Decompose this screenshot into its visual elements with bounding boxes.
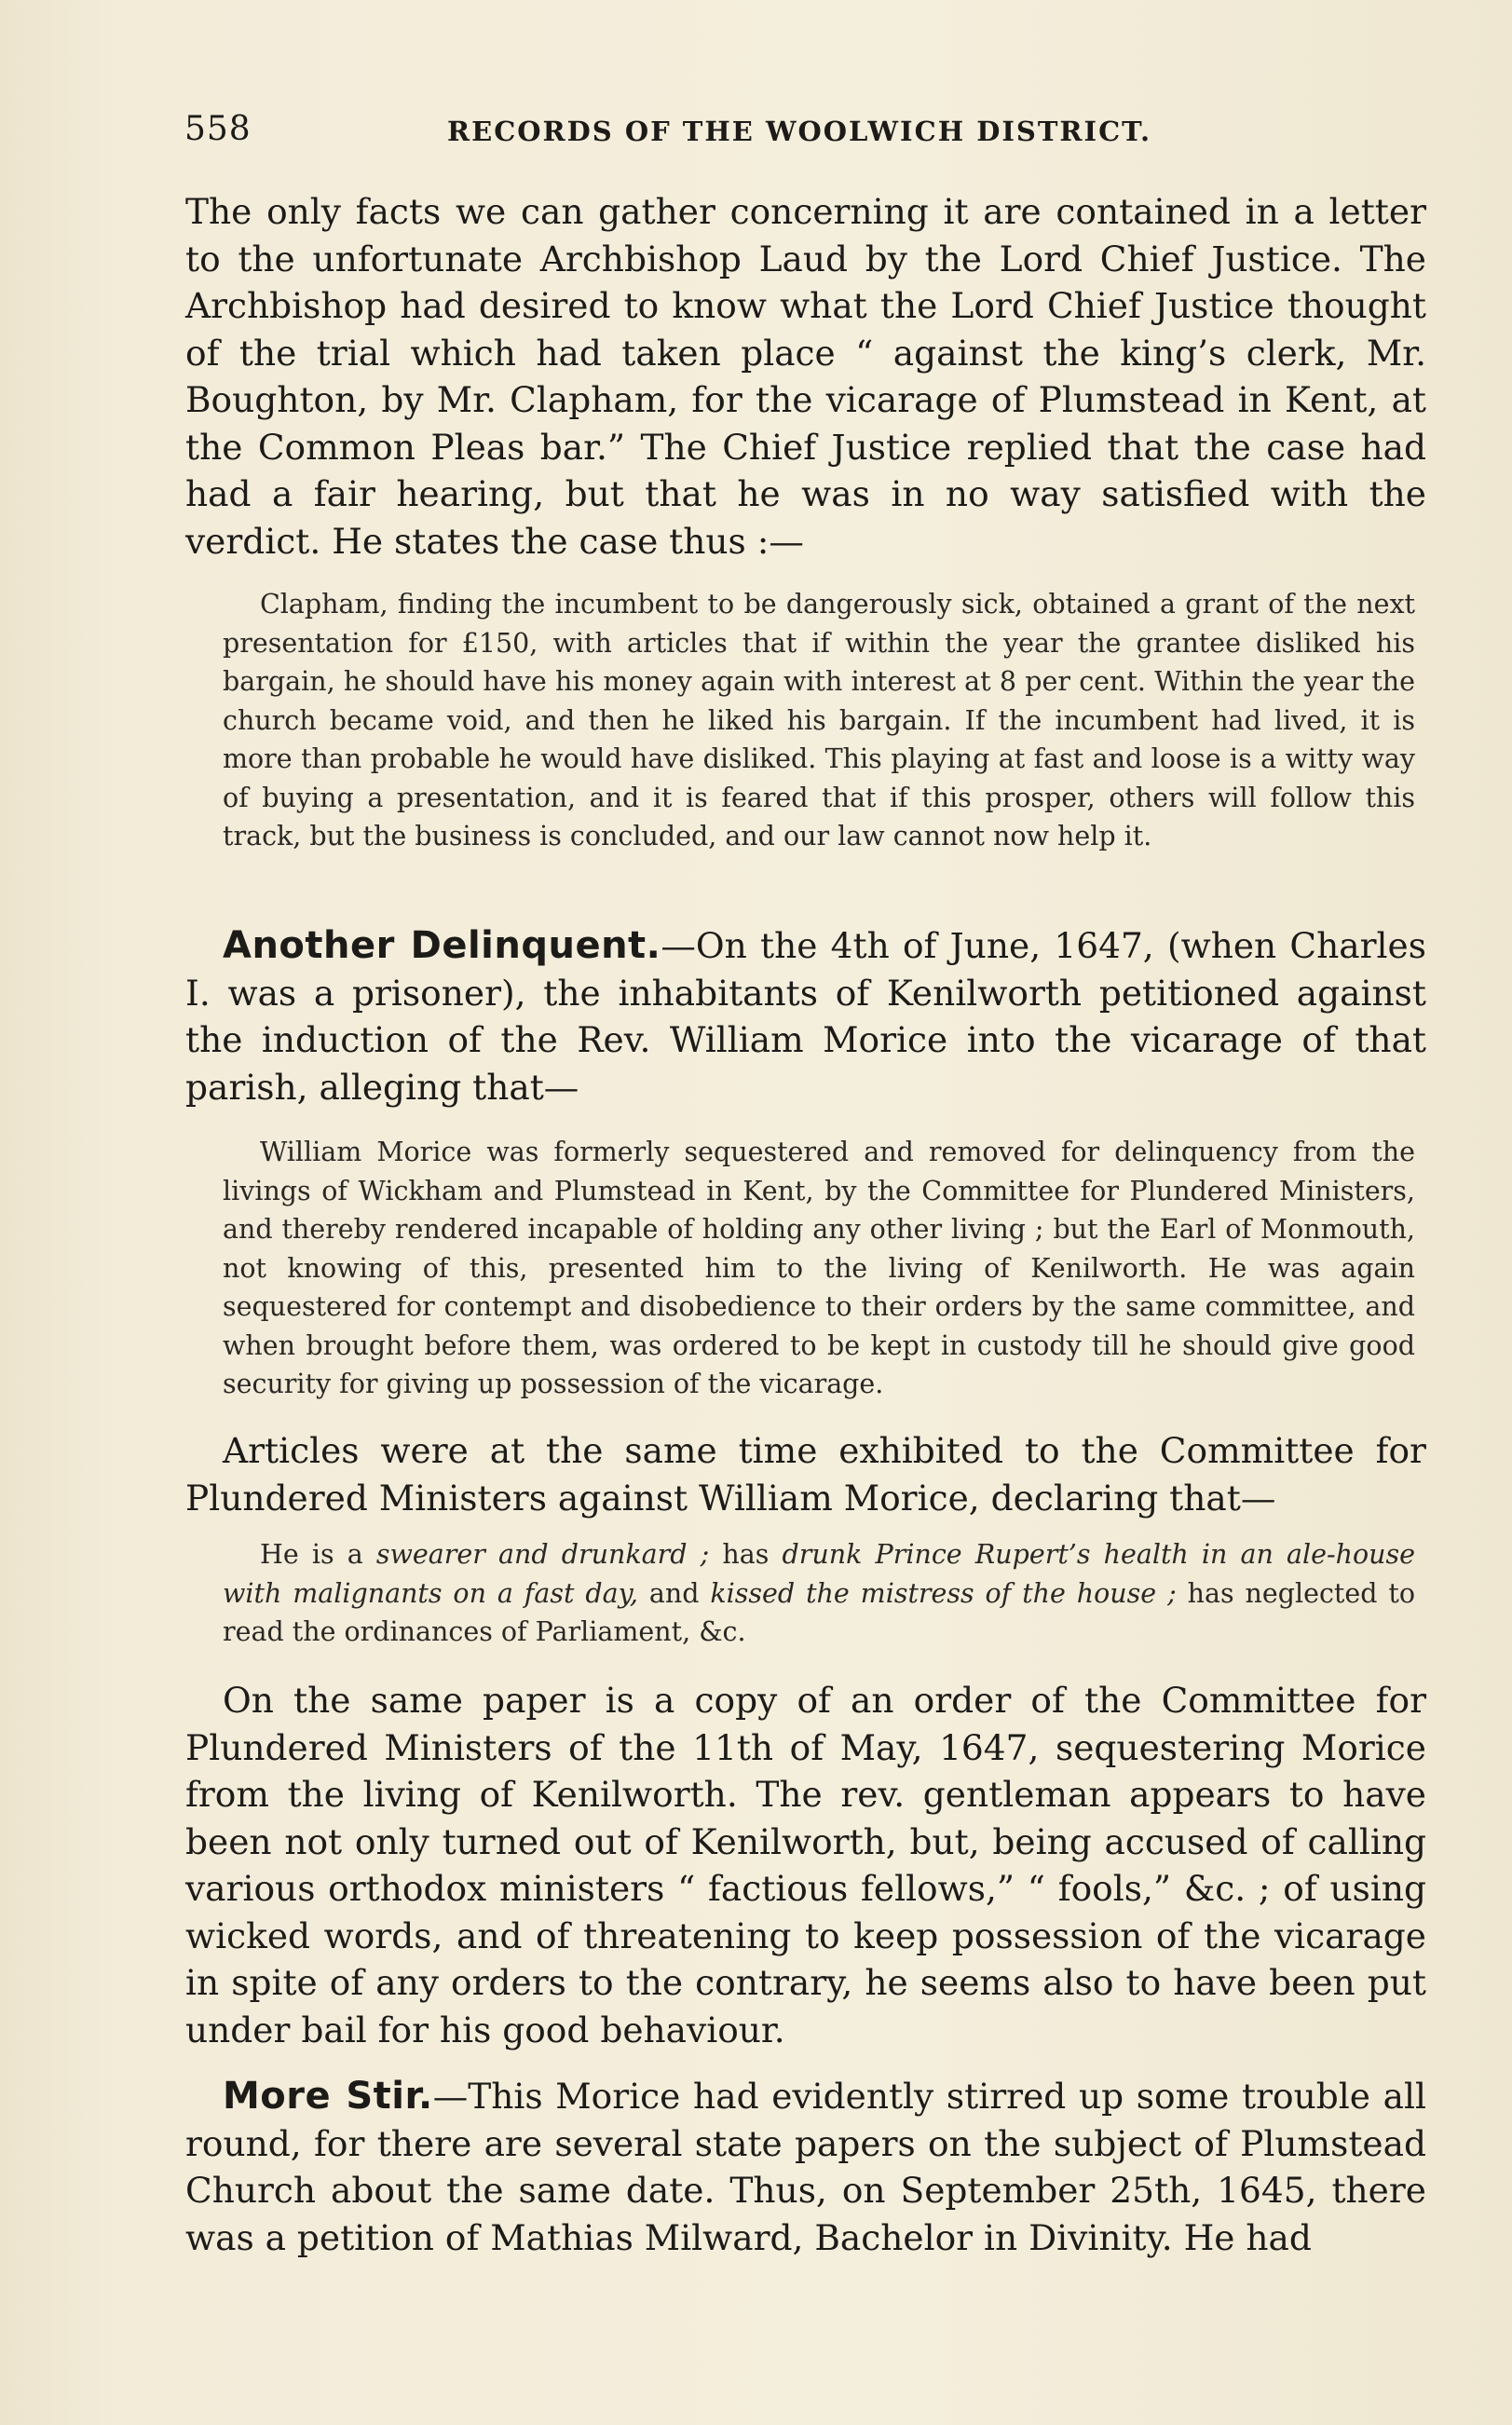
quotation-text: William Morice was formerly sequestered and removed for delinquency from the livings of Wickham and Plumstead in Kent, by the Committee for Plundered Ministers, and thereby rendered incapable of holding any other living ; but the Earl of Monmouth, not knowing of this, presented him to the living of Kenilworth. He was again sequestered for contempt and disobedience to their orders by the same committee, and when brought before them, was ordered to be kept in custody till he should give good security for giving up possession of the vicarage. <box>223 1137 1415 1399</box>
quotation-text <box>185 1535 1426 1652</box>
quotation-2 <box>185 1133 1426 1404</box>
paragraph-2 <box>185 922 1426 1110</box>
quote-run: has <box>709 1539 783 1570</box>
paragraph-text: On the same paper is a copy of an order of the Committee for Plundered Ministers of the 11th of May, 1647, sequestering Morice from the living of Kenilworth. The rev. gentleman appears to have been not only turned out of Kenilworth, but, being accused of calling various orthodox ministers “ factious fellows,” “ fools,” &c. ; of using wicked words, and of threatening to keep possession of the vicarage in spite of any orders to the contrary, he seems also to have been put under bail for his good behaviour. <box>185 1680 1426 2050</box>
section-heading: More Stir. <box>223 2075 433 2118</box>
quotation-3 <box>185 1535 1426 1652</box>
quote-run: and <box>637 1577 711 1609</box>
paragraph-text <box>185 2073 1426 2261</box>
quote-italic-run: kissed the mistress of the house ; <box>710 1577 1177 1609</box>
quote-run: He is a <box>260 1539 376 1570</box>
quote-italic-run: swearer and drunkard ; <box>375 1539 710 1570</box>
paragraph-text: Articles were at the same time exhibited to the Committee for Plundered Ministers against William Morice, declaring that— <box>185 1430 1426 1519</box>
quote-run: has neglected to read the ordinances of Parliament, &c. <box>223 1577 1416 1647</box>
paragraph-text: The only facts we can gather concerning it are contained in a letter to the unfortunate Archbishop Laud by the Lord Chief Justice. The Archbishop had desired to know what the Lord Chief Justice thought of the trial which had taken place “ against the king’s clerk, Mr. Boughton, by Mr. Clapham, for the vicarage of Plumstead in Kent, at the Common Pleas bar.” The Chief Justice replied that the case had had a fair hearing, but that he was in no way satisfied with the verdict. He states the case thus :— <box>185 191 1426 562</box>
quote-italic-run: drunk Prince Rupert’s health in an ale-house with malignants on a fast day, <box>223 1539 1415 1609</box>
quotation-1 <box>185 585 1426 856</box>
paragraph-3 <box>185 1427 1426 1521</box>
paragraph-1 <box>185 188 1426 565</box>
paragraph-body: —On the 4th of June, 1647, (when Charles I. was a prisoner), the inhabitants of Kenilworth petitioned against the induction of the Rev. William Morice into the vicarage of that parish, alleging that— <box>185 925 1426 1108</box>
running-title: RECORDS OF THE WOOLWICH DISTRICT. <box>447 116 1152 147</box>
page-number: 558 <box>184 110 252 148</box>
paragraph-4 <box>185 1677 1426 2053</box>
quotation-text: Clapham, finding the incumbent to be dangerously sick, obtained a grant of the next presentation for £150, with articles that if within the year the grantee disliked his bargain, he should have his money again with interest at 8 per cent. Within the year the church became void, and then he liked his bargain. If the incumbent had lived, it is more than probable he would have disliked. This playing at fast and loose is a witty way of buying a presentation, and it is feared that if this prosper, others will follow this track, but the business is concluded, and our law cannot now help it. <box>223 589 1415 851</box>
paragraph-body: —This Morice had evidently stirred up some trouble all round, for there are several state papers on the subject of Plumstead Church about the same date. Thus, on September 25th, 1645, there was a petition of Mathias Milward, Bachelor in Divinity. He had <box>185 2076 1426 2258</box>
paragraph-text <box>185 922 1426 1110</box>
section-heading: Another Delinquent. <box>223 924 661 967</box>
paragraph-5 <box>185 2073 1426 2261</box>
running-head <box>184 110 1423 157</box>
